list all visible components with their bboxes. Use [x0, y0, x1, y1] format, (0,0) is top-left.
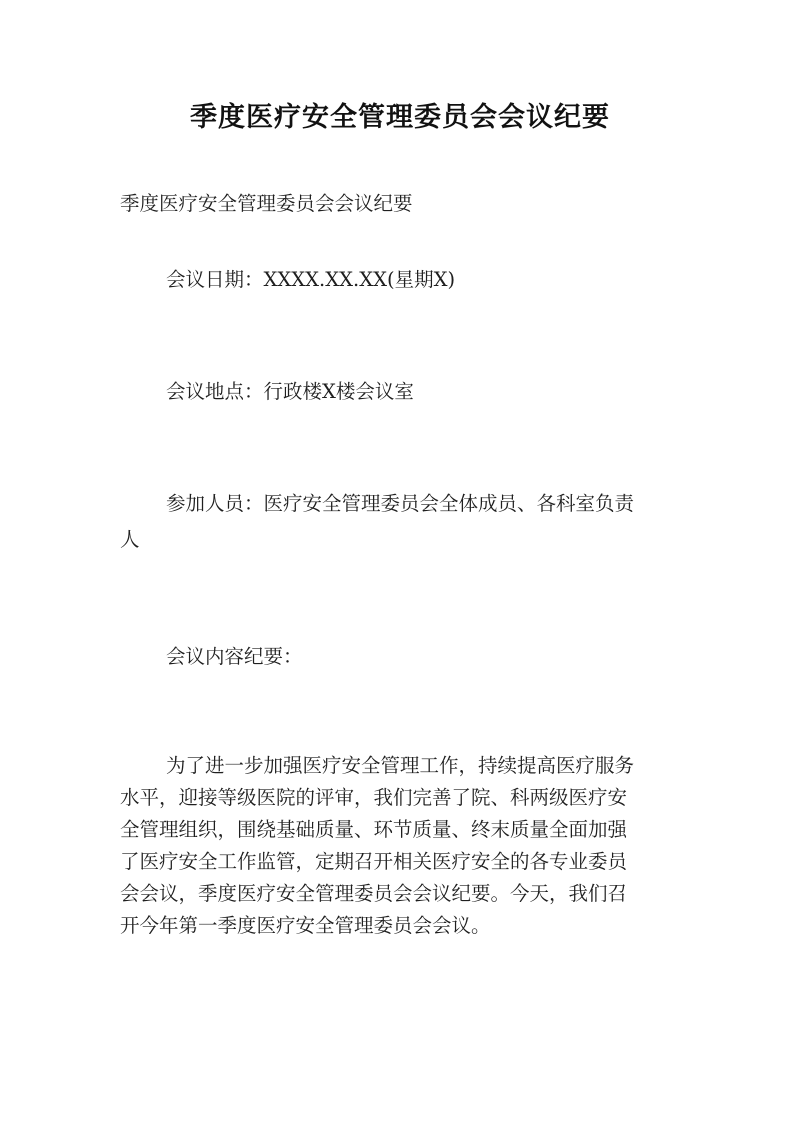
document-title: 季度医疗安全管理委员会会议纪要: [190, 102, 610, 133]
content-paragraph: [120, 750, 690, 942]
paragraph-line: 开今年第一季度医疗安全管理委员会会议。: [120, 914, 491, 937]
content-heading: 会议内容纪要：: [166, 645, 303, 668]
document-subtitle: 季度医疗安全管理委员会会议纪要: [120, 192, 413, 215]
meeting-location: 会议地点：行政楼X楼会议室: [166, 380, 414, 403]
attendees-line-1: 参加人员：医疗安全管理委员会全体成员、各科室负责: [166, 492, 635, 515]
paragraph-line: 为了进一步加强医疗安全管理工作，持续提高医疗服务: [166, 754, 635, 777]
attendees-line-2: 人: [120, 528, 140, 551]
meeting-date: 会议日期：XXXX.XX.XX(星期X): [166, 268, 456, 291]
paragraph-line: 了医疗安全工作监管，定期召开相关医疗安全的各专业委员: [120, 850, 628, 873]
paragraph-line: 会会议，季度医疗安全管理委员会会议纪要。今天，我们召: [120, 882, 628, 905]
paragraph-line: 全管理组织，围绕基础质量、环节质量、终末质量全面加强: [120, 818, 628, 841]
paragraph-line: 水平，迎接等级医院的评审，我们完善了院、科两级医疗安: [120, 786, 628, 809]
